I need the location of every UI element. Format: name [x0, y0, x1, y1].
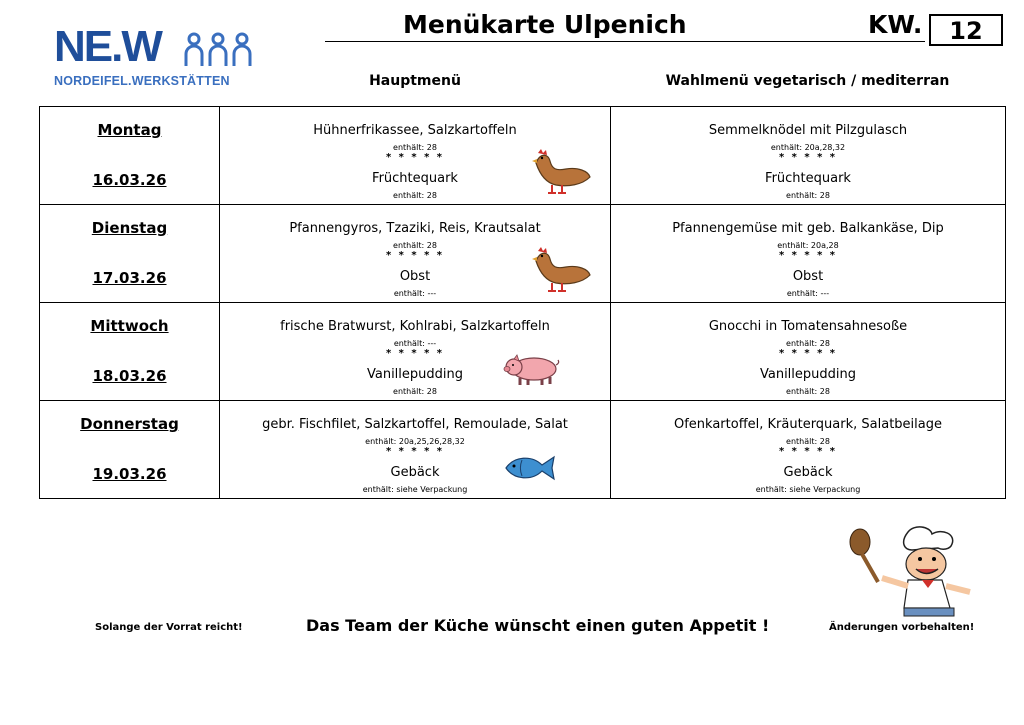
main-dessert: Vanillepudding — [366, 367, 464, 382]
veg-dessert-allergens: enthält: siehe Verpackung — [755, 485, 861, 494]
veg-menu-cell — [611, 107, 1006, 205]
day-date: 17.03.26 — [92, 269, 167, 287]
veg-dish-allergens: enthält: 28 — [786, 339, 830, 348]
day-cell — [40, 107, 220, 205]
main-dessert-allergens: enthält: 28 — [393, 191, 437, 200]
veg-dessert: Vanillepudding — [759, 367, 857, 382]
chicken-icon — [526, 147, 592, 195]
column-header-main: Hauptmenü — [369, 73, 461, 89]
veg-dessert: Früchtequark — [765, 171, 851, 186]
separator-stars: * * * * * — [385, 348, 445, 359]
week-label: KW. — [868, 10, 923, 39]
veg-dessert-allergens: enthält: 28 — [786, 387, 830, 396]
veg-dessert: Gebäck — [783, 465, 833, 480]
veg-dessert-allergens: enthält: 28 — [786, 191, 830, 200]
day-cell — [40, 401, 220, 499]
fish-icon — [502, 453, 558, 483]
separator-stars: * * * * * — [385, 152, 445, 163]
main-menu-cell — [220, 401, 611, 499]
day-row — [40, 107, 1006, 205]
day-cell — [40, 303, 220, 401]
main-dish-allergens: enthält: 28 — [393, 143, 437, 152]
pig-icon — [502, 353, 560, 387]
day-name: Montag — [97, 121, 162, 139]
day-date: 18.03.26 — [92, 367, 167, 385]
day-date: 19.03.26 — [92, 465, 167, 483]
chef-icon — [838, 526, 998, 618]
separator-stars: * * * * * — [778, 152, 838, 163]
main-dish: gebr. Fischfilet, Salzkartoffel, Remoulade, Salat — [262, 417, 568, 432]
logo-wordmark: NE.W — [54, 22, 161, 71]
logo-subtitle: NORDEIFEL.WERKSTÄTTEN — [54, 74, 230, 88]
page-title: Menükarte Ulpenich — [403, 10, 687, 39]
separator-stars: * * * * * — [778, 348, 838, 359]
main-dish: frische Bratwurst, Kohlrabi, Salzkartoffeln — [280, 319, 550, 334]
separator-stars: * * * * * — [385, 250, 445, 261]
separator-stars: * * * * * — [778, 250, 838, 261]
veg-dish-allergens: enthält: 20a,28 — [777, 241, 839, 250]
main-dessert-allergens: enthält: 28 — [393, 387, 437, 396]
veg-dish: Ofenkartoffel, Kräuterquark, Salatbeilage — [673, 417, 942, 432]
footer-message: Das Team der Küche wünscht einen guten Appetit ! — [306, 616, 770, 635]
footer-note-left: Solange der Vorrat reicht! — [95, 622, 243, 633]
main-dish-allergens: enthält: 28 — [393, 241, 437, 250]
people-icon — [182, 32, 254, 68]
veg-dish-allergens: enthält: 28 — [786, 437, 830, 446]
main-menu-cell — [220, 303, 611, 401]
main-dish-allergens: enthält: 20a,25,26,28,32 — [365, 437, 465, 446]
day-name: Mittwoch — [90, 317, 169, 335]
veg-menu-cell — [611, 401, 1006, 499]
main-dessert: Gebäck — [390, 465, 440, 480]
main-menu-cell — [220, 107, 611, 205]
main-dessert-allergens: enthält: siehe Verpackung — [362, 485, 468, 494]
main-dessert: Obst — [399, 269, 431, 284]
week-number: 12 — [929, 14, 1003, 46]
day-row — [40, 401, 1006, 499]
title-rule — [325, 41, 925, 42]
main-dish: Hühnerfrikassee, Salzkartoffeln — [313, 123, 517, 138]
veg-menu-cell — [611, 205, 1006, 303]
day-name: Donnerstag — [80, 415, 179, 433]
footer-note-right: Änderungen vorbehalten! — [829, 622, 975, 633]
veg-dessert: Obst — [792, 269, 824, 284]
main-dish-allergens: enthält: --- — [393, 339, 437, 348]
day-cell — [40, 205, 220, 303]
day-name: Dienstag — [91, 219, 168, 237]
main-dessert-allergens: enthält: --- — [393, 289, 437, 298]
main-dish: Pfannengyros, Tzaziki, Reis, Krautsalat — [289, 221, 541, 236]
day-row — [40, 303, 1006, 401]
column-header-veg: Wahlmenü vegetarisch / mediterran — [665, 73, 950, 89]
veg-dish: Gnocchi in Tomatensahnesoße — [708, 319, 908, 334]
separator-stars: * * * * * — [385, 446, 445, 457]
day-date: 16.03.26 — [92, 171, 167, 189]
veg-dish: Pfannengemüse mit geb. Balkankäse, Dip — [672, 221, 944, 236]
main-menu-cell — [220, 205, 611, 303]
chicken-icon — [526, 245, 592, 293]
veg-dish-allergens: enthält: 20a,28,32 — [770, 143, 846, 152]
veg-dish: Semmelknödel mit Pilzgulasch — [708, 123, 908, 138]
veg-dessert-allergens: enthält: --- — [786, 289, 830, 298]
veg-menu-cell — [611, 303, 1006, 401]
day-row — [40, 205, 1006, 303]
menu-table — [39, 106, 1006, 499]
separator-stars: * * * * * — [778, 446, 838, 457]
main-dessert: Früchtequark — [372, 171, 458, 186]
